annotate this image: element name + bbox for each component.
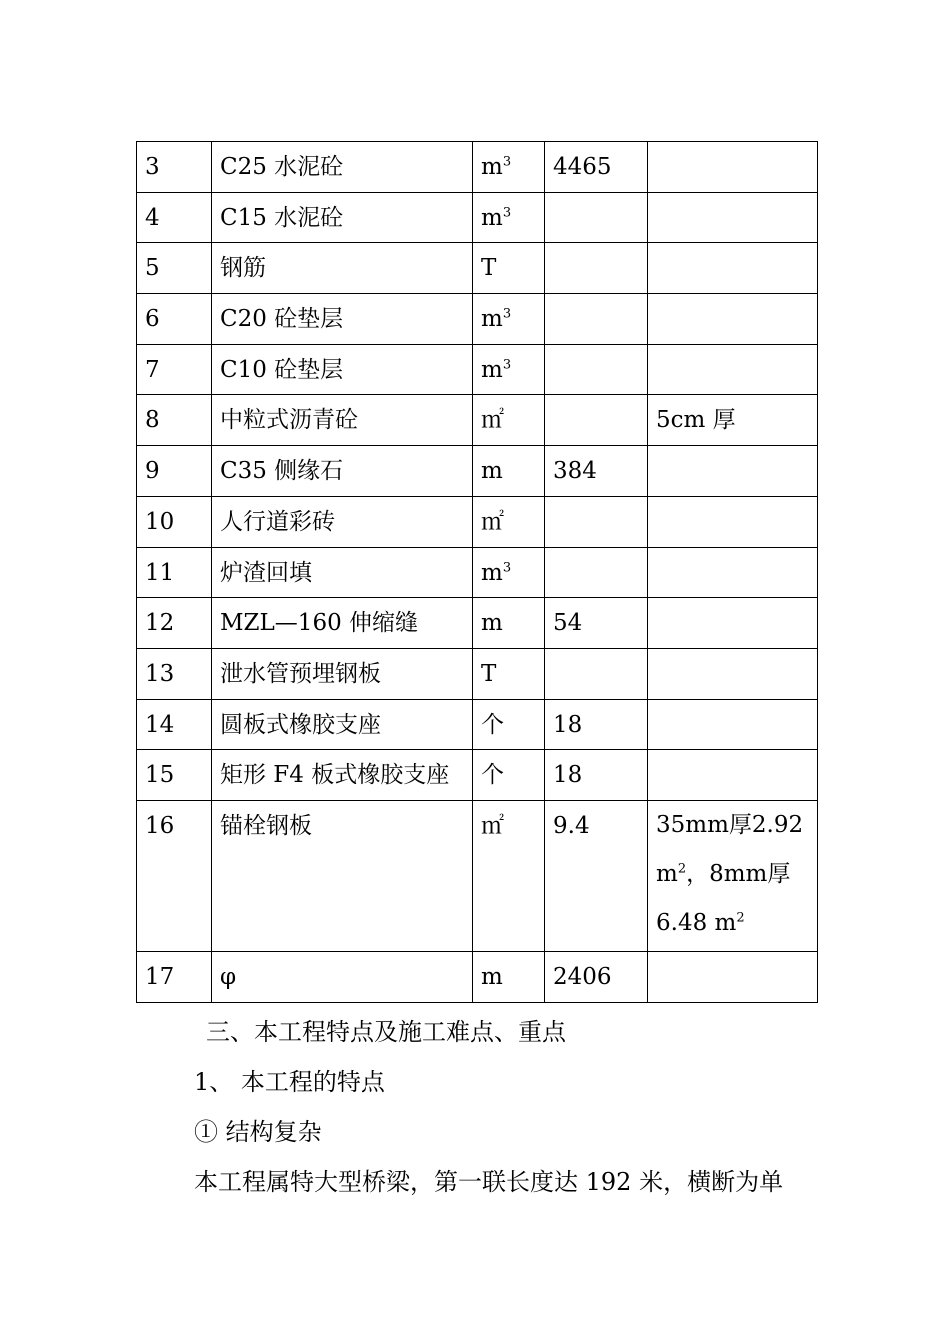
unit bbox=[473, 496, 545, 547]
table-row bbox=[137, 446, 818, 497]
row-number: 7 bbox=[137, 344, 212, 395]
remark bbox=[648, 496, 818, 547]
unit-text: ㎡ bbox=[481, 508, 504, 535]
table-row bbox=[137, 750, 818, 801]
unit-text: m bbox=[481, 356, 503, 383]
table-row bbox=[137, 648, 818, 699]
table-row bbox=[137, 699, 818, 750]
quantity bbox=[545, 294, 648, 345]
paragraph: 本工程属特大型桥梁，第一联长度达 192 米，横断为单 bbox=[194, 1168, 784, 1196]
unit-superscript: 3 bbox=[502, 306, 512, 322]
unit-text: 个 bbox=[481, 711, 504, 738]
unit-superscript: 3 bbox=[502, 559, 512, 575]
remark bbox=[648, 598, 818, 649]
unit bbox=[473, 598, 545, 649]
remark bbox=[648, 648, 818, 699]
remark: 5cm 厚 bbox=[648, 395, 818, 446]
table-row bbox=[137, 243, 818, 294]
remark-line-2 bbox=[656, 850, 809, 899]
item-name: C15 水泥砼 bbox=[212, 192, 473, 243]
row-number: 16 bbox=[137, 800, 212, 951]
row-number: 4 bbox=[137, 192, 212, 243]
quantity bbox=[545, 547, 648, 598]
section-heading: 三、本工程特点及施工难点、重点 bbox=[206, 1018, 566, 1046]
item-heading: ① 结构复杂 bbox=[194, 1118, 322, 1146]
table-row bbox=[137, 294, 818, 345]
row-number: 6 bbox=[137, 294, 212, 345]
table-row bbox=[137, 800, 818, 951]
remark bbox=[648, 800, 818, 951]
row-number: 15 bbox=[137, 750, 212, 801]
unit-text: ㎡ bbox=[481, 407, 504, 434]
remark-line-1 bbox=[656, 801, 809, 850]
row-number: 5 bbox=[137, 243, 212, 294]
unit bbox=[473, 395, 545, 446]
table-row bbox=[137, 951, 818, 1002]
table-row bbox=[137, 547, 818, 598]
quantity: 384 bbox=[545, 446, 648, 497]
remark-text: m bbox=[656, 860, 678, 887]
row-number: 11 bbox=[137, 547, 212, 598]
item-name: C25 水泥砼 bbox=[212, 142, 473, 193]
remark-text: 6.48 m bbox=[656, 909, 737, 936]
item-name: 矩形 F4 板式橡胶支座 bbox=[212, 750, 473, 801]
table-row bbox=[137, 142, 818, 193]
unit-text: m bbox=[481, 204, 503, 231]
remark bbox=[648, 446, 818, 497]
item-name: φ bbox=[212, 951, 473, 1002]
row-number: 14 bbox=[137, 699, 212, 750]
item-name: 圆板式橡胶支座 bbox=[212, 699, 473, 750]
remark bbox=[648, 951, 818, 1002]
quantity-table-body bbox=[137, 142, 818, 1003]
quantity: 18 bbox=[545, 750, 648, 801]
item-name: C20 砼垫层 bbox=[212, 294, 473, 345]
row-number: 13 bbox=[137, 648, 212, 699]
remark bbox=[648, 243, 818, 294]
remark bbox=[648, 192, 818, 243]
remark-text: 厚 bbox=[767, 860, 791, 887]
remark-text: 35mm bbox=[656, 811, 729, 838]
quantity: 4465 bbox=[545, 142, 648, 193]
unit-text: m bbox=[481, 306, 503, 333]
quantity bbox=[545, 395, 648, 446]
quantity-table bbox=[136, 141, 818, 1003]
remark-text-group bbox=[656, 861, 709, 887]
unit-text: m bbox=[481, 559, 503, 586]
table-row bbox=[137, 344, 818, 395]
remark-note bbox=[656, 801, 809, 948]
unit-text: 个 bbox=[481, 762, 504, 789]
unit bbox=[473, 648, 545, 699]
item-name: 钢筋 bbox=[212, 243, 473, 294]
quantity bbox=[545, 344, 648, 395]
remark-text: 2.92 bbox=[751, 811, 804, 838]
item-name: 泄水管预埋钢板 bbox=[212, 648, 473, 699]
table-row bbox=[137, 395, 818, 446]
quantity: 2406 bbox=[545, 951, 648, 1002]
row-number: 8 bbox=[137, 395, 212, 446]
remark bbox=[648, 699, 818, 750]
remark bbox=[648, 294, 818, 345]
remark-text: 8mm bbox=[709, 860, 768, 887]
remark bbox=[648, 344, 818, 395]
row-number: 9 bbox=[137, 446, 212, 497]
row-number: 10 bbox=[137, 496, 212, 547]
quantity: 54 bbox=[545, 598, 648, 649]
unit bbox=[473, 192, 545, 243]
unit bbox=[473, 344, 545, 395]
unit bbox=[473, 750, 545, 801]
unit-superscript: 3 bbox=[502, 205, 512, 221]
quantity bbox=[545, 192, 648, 243]
quantity bbox=[545, 496, 648, 547]
quantity bbox=[545, 648, 648, 699]
remark-text: 厚 bbox=[728, 811, 752, 838]
unit-text: m bbox=[481, 610, 503, 637]
remark-superscript: 2 bbox=[736, 910, 745, 926]
remark bbox=[648, 547, 818, 598]
item-name: 炉渣回填 bbox=[212, 547, 473, 598]
subheading: 1、 本工程的特点 bbox=[194, 1068, 385, 1096]
unit bbox=[473, 142, 545, 193]
unit: ㎡ bbox=[473, 800, 545, 951]
item-name: C10 砼垫层 bbox=[212, 344, 473, 395]
item-name: 锚栓钢板 bbox=[212, 800, 473, 951]
unit bbox=[473, 446, 545, 497]
unit-text: m bbox=[481, 458, 503, 485]
remark bbox=[648, 142, 818, 193]
quantity: 18 bbox=[545, 699, 648, 750]
unit: m bbox=[473, 951, 545, 1002]
remark-superscript: 2 bbox=[677, 861, 687, 877]
unit bbox=[473, 699, 545, 750]
item-name: MZL—160 伸缩缝 bbox=[212, 598, 473, 649]
table-row bbox=[137, 496, 818, 547]
unit bbox=[473, 547, 545, 598]
item-name: C35 侧缘石 bbox=[212, 446, 473, 497]
remark-line-3 bbox=[656, 899, 809, 948]
unit bbox=[473, 243, 545, 294]
item-name: 中粒式沥青砼 bbox=[212, 395, 473, 446]
unit-text: m bbox=[481, 154, 503, 180]
unit-text: T bbox=[481, 255, 497, 282]
row-number: 3 bbox=[137, 142, 212, 193]
table-row bbox=[137, 192, 818, 243]
row-number: 12 bbox=[137, 598, 212, 649]
unit-superscript: 3 bbox=[502, 357, 512, 373]
item-name: 人行道彩砖 bbox=[212, 496, 473, 547]
unit-superscript: 3 bbox=[502, 154, 512, 170]
unit bbox=[473, 294, 545, 345]
quantity bbox=[545, 243, 648, 294]
row-number: 17 bbox=[137, 951, 212, 1002]
unit-text: T bbox=[481, 660, 497, 687]
remark-text: ， bbox=[686, 860, 710, 887]
remark bbox=[648, 750, 818, 801]
table-row bbox=[137, 598, 818, 649]
quantity: 9.4 bbox=[545, 800, 648, 951]
